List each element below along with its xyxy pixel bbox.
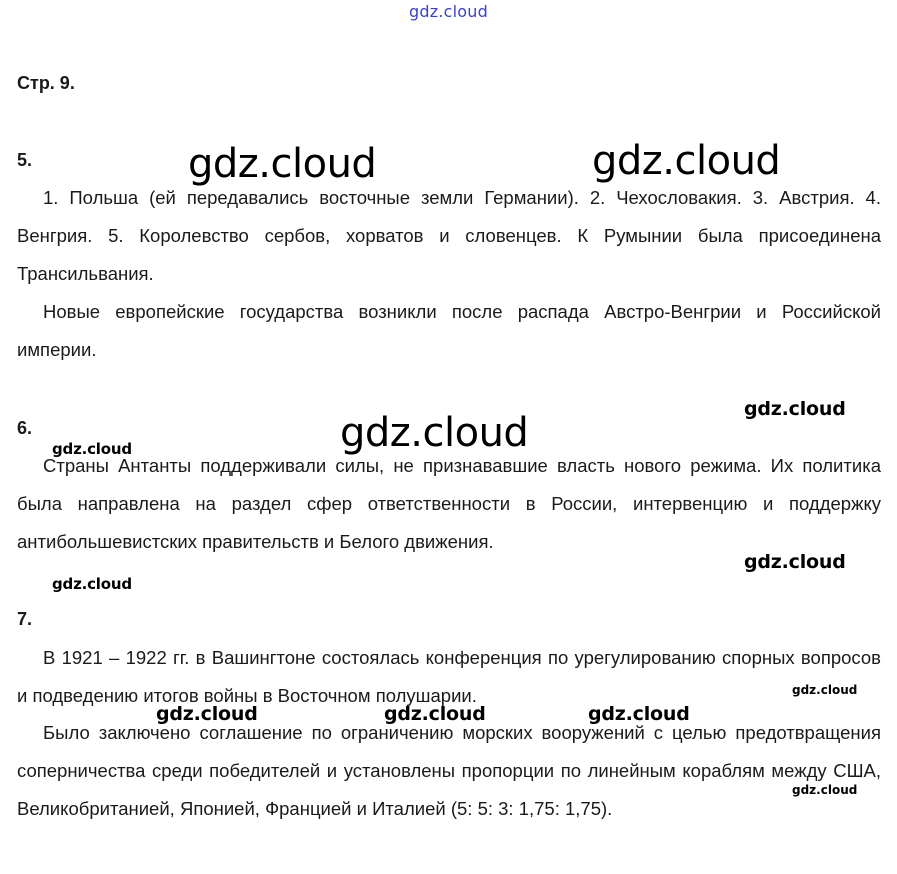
watermark: gdz.cloud <box>188 141 377 187</box>
site-link[interactable]: gdz.cloud <box>409 2 488 21</box>
section-7-paragraph-2 <box>17 714 881 828</box>
watermark: gdz.cloud <box>340 410 529 456</box>
section-5-paragraph-1 <box>17 179 881 293</box>
section-7-paragraph-2-text: Было заключено соглашение по ограничению морских вооружений с целью предотвращения соперничества среди победителей и установлены пропорции по линейным кораблям между США, Великобританией, Японией, Францией и Италией (5: 5: 3: 1,75: 1,75). <box>17 722 881 819</box>
watermark: gdz.cloud <box>588 703 690 725</box>
section-6-paragraph-1 <box>17 447 881 561</box>
section-number-6: 6. <box>17 418 33 438</box>
watermark: gdz.cloud <box>52 440 132 458</box>
section-7-paragraph-1-text: В 1921 – 1922 гг. в Вашингтоне состоялась конференция по урегулированию спорных вопросов и подведению итогов войны в Восточном полушарии. <box>17 647 881 706</box>
watermark: gdz.cloud <box>744 551 846 573</box>
watermark: gdz.cloud <box>792 683 858 697</box>
section-number-5: 5. <box>17 150 33 170</box>
watermark: gdz.cloud <box>744 398 846 420</box>
watermark: gdz.cloud <box>384 703 486 725</box>
section-number-7: 7. <box>17 609 33 629</box>
section-5-paragraph-2 <box>17 293 881 369</box>
page-reference: Стр. 9. <box>17 73 75 93</box>
watermark: gdz.cloud <box>792 783 858 797</box>
section-5-paragraph-2-text: Новые европейские государства возникли после распада Австро-Венгрии и Российской империи. <box>17 301 881 360</box>
section-6-paragraph-1-text: Страны Антанты поддерживали силы, не признававшие власть нового режима. Их политика была направлена на раздел сфер ответственности в России, интервенцию и поддержку антибольшевистских правительств и Белого движения. <box>17 455 881 552</box>
section-7-paragraph-1 <box>17 639 881 715</box>
watermark: gdz.cloud <box>52 575 132 593</box>
watermark: gdz.cloud <box>592 138 781 184</box>
section-5-paragraph-1-text: 1. Польша (ей передавались восточные земли Германии). 2. Чехословакия. 3. Австрия. 4. Венгрия. 5. Королевство сербов, хорватов и словенцев. К Румынии была присоединена Трансильвания. <box>17 187 881 284</box>
watermark: gdz.cloud <box>156 703 258 725</box>
